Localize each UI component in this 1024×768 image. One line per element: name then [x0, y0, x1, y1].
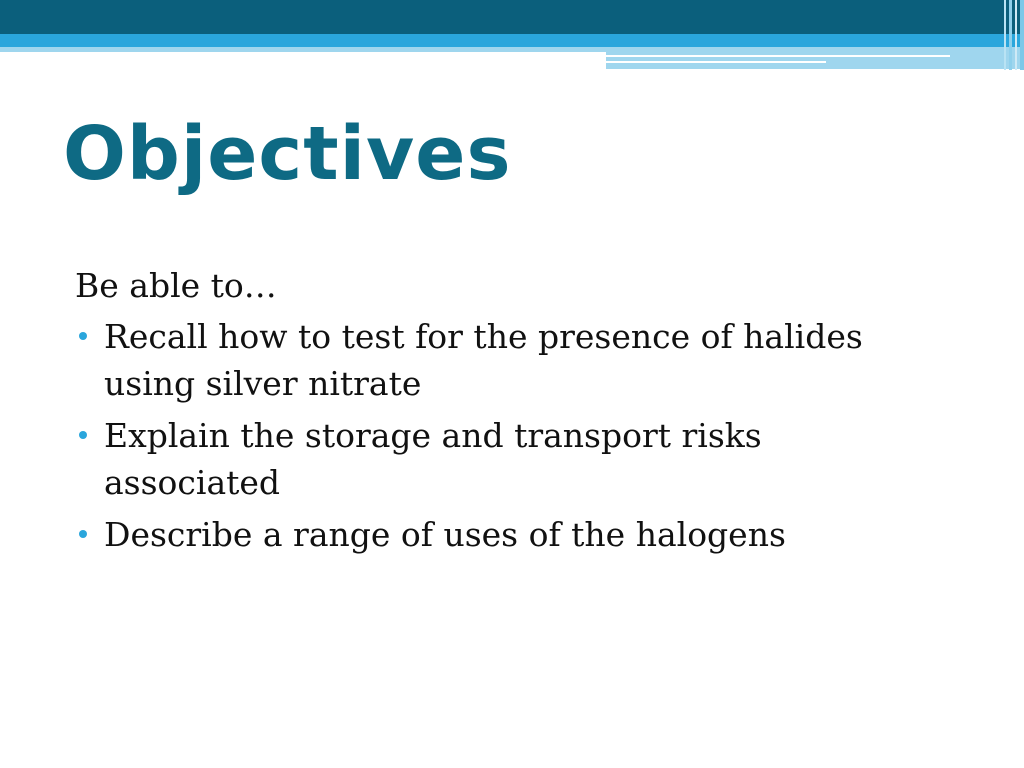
bullet-dot-icon	[79, 530, 87, 538]
bullet-text: Explain the storage and transport risks associated	[104, 416, 762, 502]
header-accent-line	[606, 55, 950, 57]
slide-title: Objectives	[63, 111, 512, 197]
header-band-bright	[0, 34, 1024, 47]
header-accent-line-short	[606, 61, 826, 63]
bullet-item	[75, 511, 935, 558]
bullet-item	[75, 313, 935, 407]
bullet-text: Describe a range of uses of the halogens	[104, 515, 786, 554]
intro-text: Be able to…	[75, 266, 277, 305]
bullet-list	[75, 313, 935, 558]
bullet-dot-icon	[79, 431, 87, 439]
header-band-pale-left	[0, 47, 606, 52]
header-band-pale-right	[606, 47, 1024, 69]
bullet-text: Recall how to test for the presence of halides using silver nitrate	[104, 317, 863, 403]
slide-body	[75, 262, 935, 563]
bullet-dot-icon	[79, 332, 87, 340]
header-edge-stripes	[994, 0, 1024, 70]
header-band-dark	[0, 0, 1024, 34]
bullet-item	[75, 412, 935, 506]
